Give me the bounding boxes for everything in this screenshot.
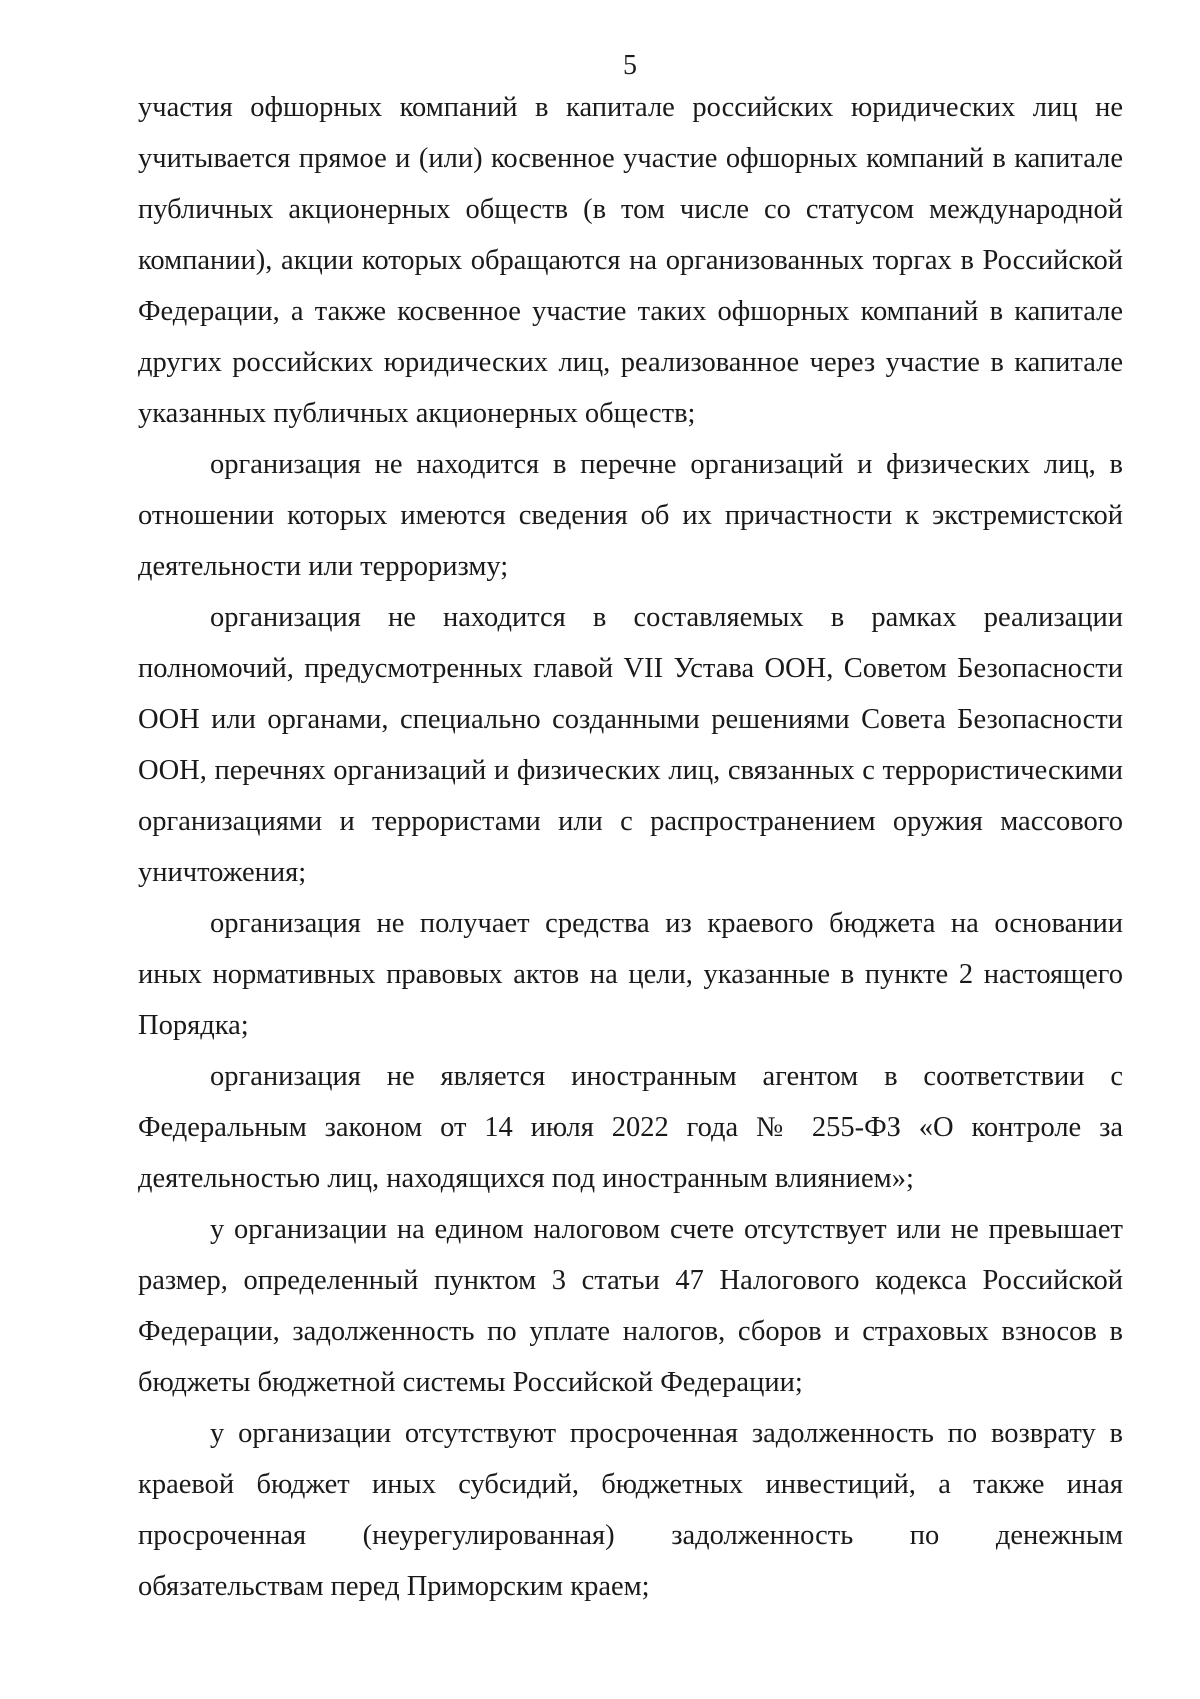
paragraph-2-text: организация не находится в перечне организаций и физических лиц, в отношении которых имеются сведения об их причастности к экстремистской [138,449,1123,531]
paragraph-7 [138,1408,1123,1612]
paragraph-3-last-line: уничтожения; [138,857,307,888]
paragraph-5 [138,1051,1123,1204]
paragraph-7-last-line: обязательствам перед Приморским краем; [138,1571,650,1602]
paragraph-4-text: организация не получает средства из краевого бюджета на основании иных нормативных правовых актов на цели, указанные в пункте 2 настоящего [138,908,1123,990]
paragraph-2-last-line: деятельности или терроризму; [138,551,509,582]
paragraph-2 [138,439,1123,592]
paragraph-7-text: у организации отсутствуют просроченная задолженность по возврату в краевой бюджет иных субсидий, бюджетных инвестиций, а также иная просроченная (неурегулированная) задолженность по денежным [138,1418,1123,1551]
document-body [138,82,1123,1612]
paragraph-4 [138,898,1123,1051]
page-number: 5 [623,50,637,81]
paragraph-1-last-line: указанных публичных акционерных обществ; [138,398,696,429]
paragraph-5-last-line: деятельностью лиц, находящихся под иностранным влиянием»; [138,1163,914,1194]
paragraph-1 [138,82,1123,439]
paragraph-3 [138,592,1123,898]
paragraph-4-last-line: Порядка; [138,1010,249,1041]
paragraph-3-text: организация не находится в составляемых в рамках реализации полномочий, предусмотренных главой VII Устава ООН, Советом Безопасности ООН или органами, специально созданными решениями Совета Безопасности ООН, перечнях организаций и физических лиц, связанных с террористическими организациями и террористами или с распространением оружия массового [138,602,1123,837]
paragraph-5-text: организация не является иностранным агентом в соответствии с Федеральным законом от 14 июля 2022 года № 255-ФЗ «О контроле за [138,1061,1123,1143]
paragraph-1-text: участия офшорных компаний в капитале российских юридических лиц не учитывается прямое и (или) косвенное участие офшорных компаний в капитале публичных акционерных обществ (в том числе со статусом международной компании), акции которых обращаются на организованных торгах в Российской Федерации, а также косвенное участие таких офшорных компаний в капитале других российских юридических лиц, реализованное через участие в капитале [138,92,1123,378]
paragraph-6-last-line: бюджеты бюджетной системы Российской Федерации; [138,1367,803,1398]
paragraph-6-text: у организации на едином налоговом счете отсутствует или не превышает размер, определенный пунктом 3 статьи 47 Налогового кодекса Российской Федерации, задолженность по уплате налогов, сборов и страховых взносов в [138,1214,1123,1347]
paragraph-6 [138,1204,1123,1408]
